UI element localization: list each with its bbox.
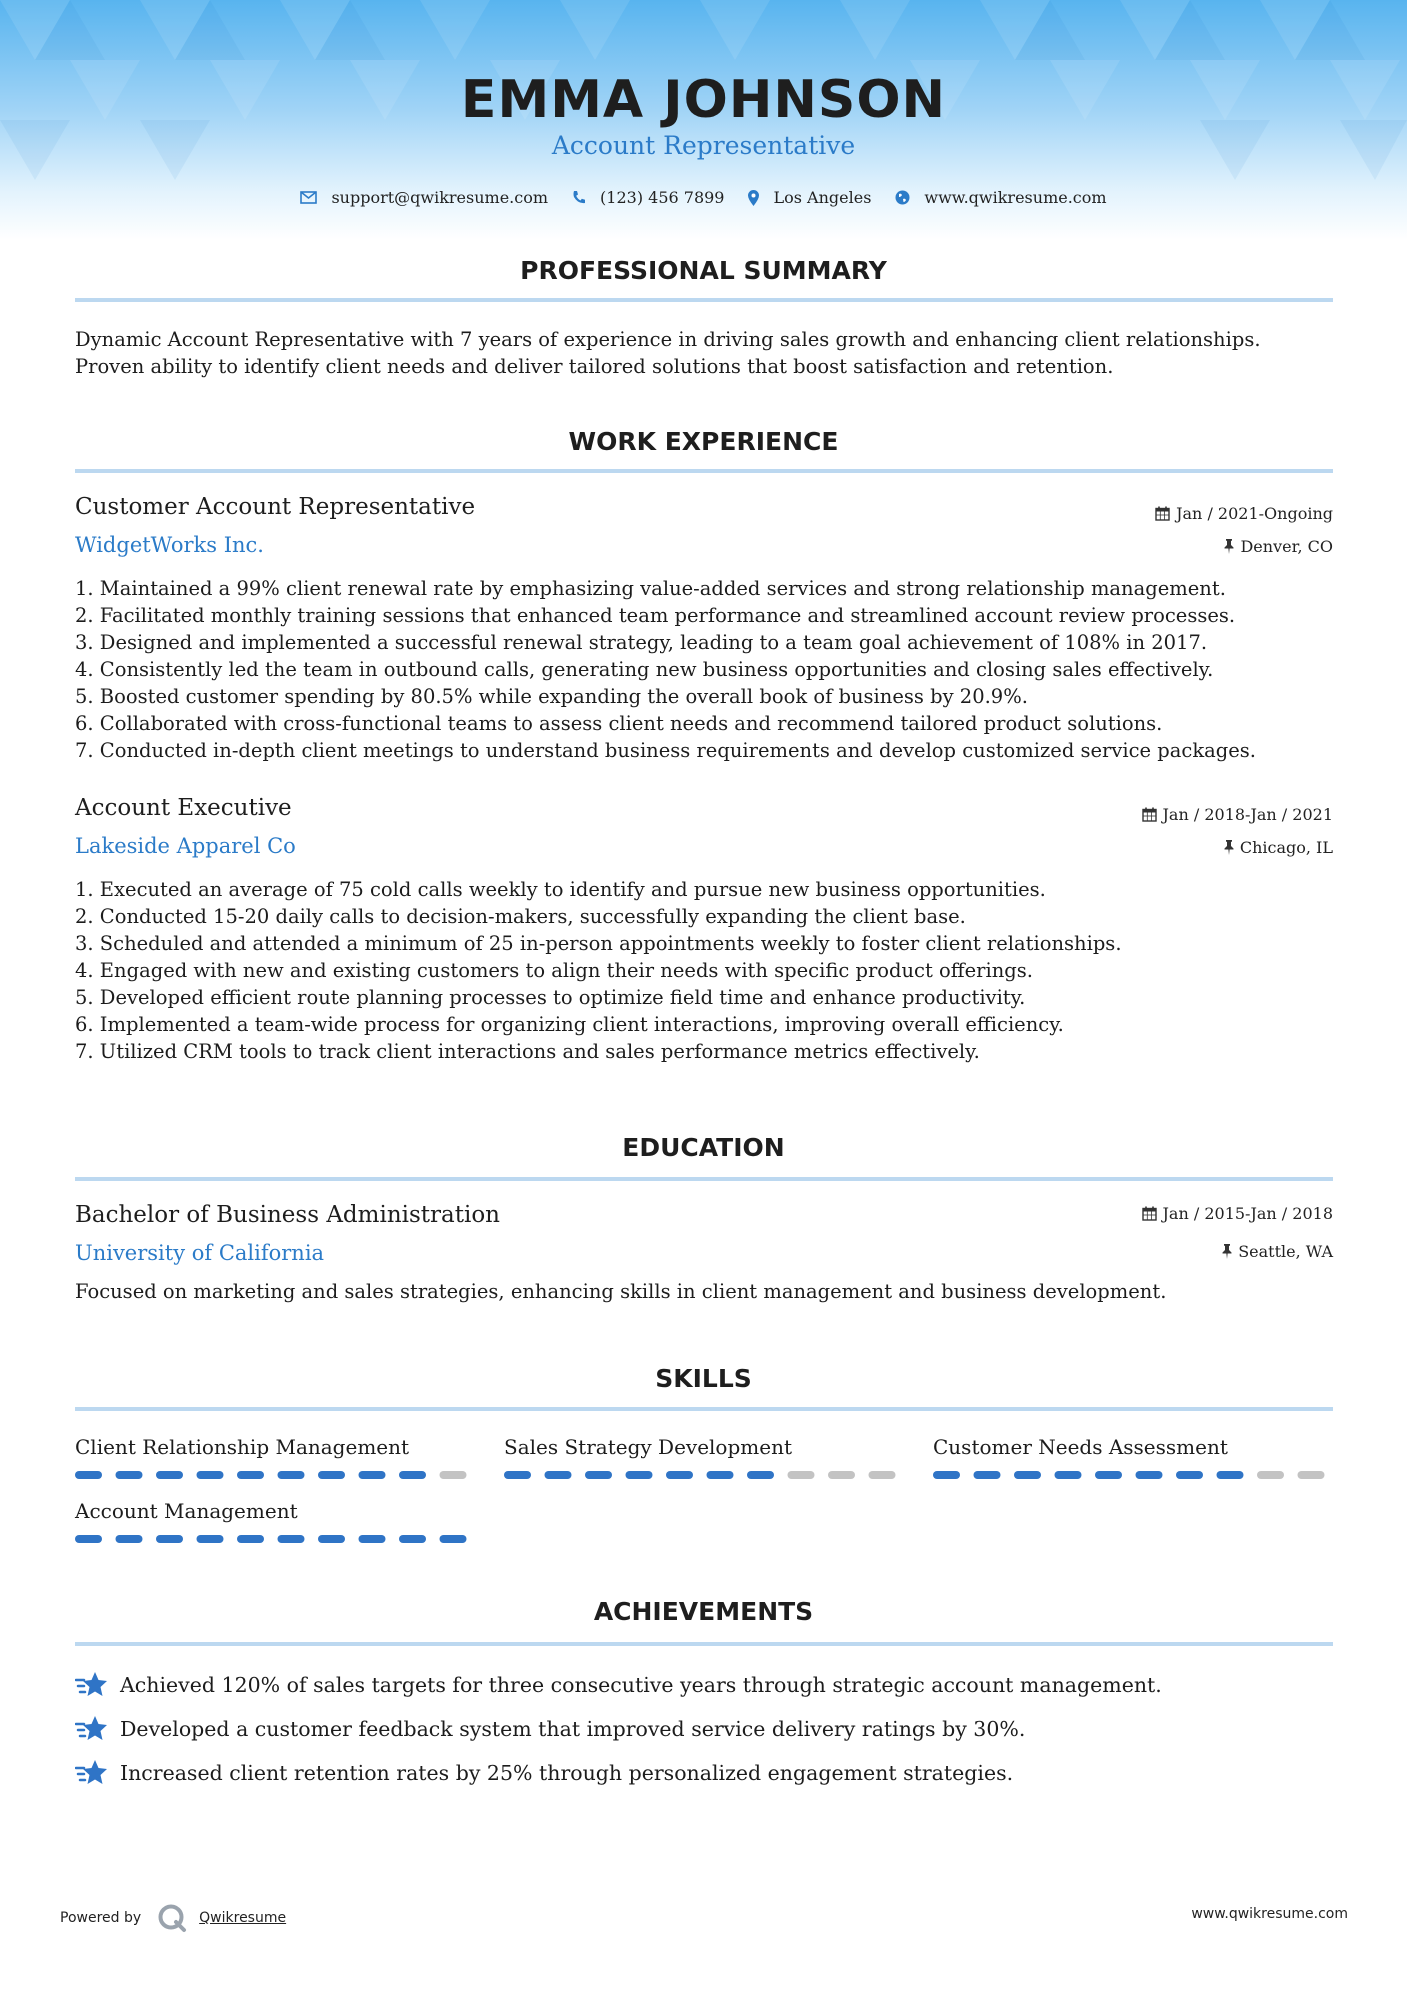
skill-segment-filled: [75, 1535, 102, 1543]
skill-segment-filled: [504, 1471, 531, 1479]
powered-by: [60, 1903, 286, 1933]
skill-segment-filled: [399, 1535, 426, 1543]
company-name: WidgetWorks Inc.: [75, 533, 264, 557]
qwikresume-link[interactable]: Qwikresume: [199, 1910, 287, 1926]
star-icon: [75, 1671, 108, 1699]
summary-line: Dynamic Account Representative with 7 years of experience in driving sales growth and enhancing client relationships.: [75, 328, 1261, 351]
skill-segment-filled: [585, 1471, 612, 1479]
pushpin-icon: [1224, 539, 1234, 554]
phone-text: (123) 456 7899: [600, 188, 725, 207]
star-icon: [75, 1759, 108, 1787]
skill-segment-filled: [1136, 1471, 1163, 1479]
skill-level-meter: [75, 1470, 475, 1480]
job-location: [1224, 838, 1333, 857]
achievements-heading: ACHIEVEMENTS: [593, 1597, 814, 1626]
summary-divider: [75, 298, 1333, 302]
calendar-icon: [1155, 506, 1170, 521]
dates-text: Jan / 2015-Jan / 2018: [1162, 1204, 1333, 1223]
skills-divider: [75, 1407, 1333, 1411]
website-text: www.qwikresume.com: [924, 188, 1107, 207]
skill-segment-filled: [747, 1471, 774, 1479]
skill-segment-filled: [318, 1471, 345, 1479]
list-item: 3. Scheduled and attended a minimum of 25 in-person appointments weekly to foster client relationships.: [75, 932, 1122, 955]
achievement-text: Developed a customer feedback system that improved service delivery ratings by 30%.: [120, 1717, 1026, 1741]
list-item: 7. Utilized CRM tools to track client interactions and sales performance metrics effectively.: [75, 1040, 980, 1063]
list-item: 6. Collaborated with cross-functional teams to assess client needs and recommend tailored product solutions.: [75, 712, 1163, 735]
location-text: Los Angeles: [773, 188, 872, 207]
skill-segment-filled: [75, 1471, 102, 1479]
skill-segment-filled: [974, 1471, 1001, 1479]
education-divider: [75, 1177, 1333, 1181]
powered-by-label: Powered by: [60, 1910, 142, 1926]
location-text: Denver, CO: [1240, 537, 1333, 556]
skill-segment-filled: [116, 1471, 143, 1479]
list-item: 7. Conducted in-depth client meetings to understand business requirements and develop customized service packages.: [75, 739, 1256, 762]
list-item: 1. Executed an average of 75 cold calls weekly to identify and pursue new business opportunities.: [75, 878, 1046, 901]
summary-heading: PROFESSIONAL SUMMARY: [520, 256, 887, 285]
achievements-divider: [75, 1642, 1333, 1646]
skill-segment-filled: [237, 1471, 264, 1479]
skill-segment-filled: [237, 1535, 264, 1543]
summary-line: Proven ability to identify client needs and deliver tailored solutions that boost satisfaction and retention.: [75, 355, 1114, 378]
skill-item: [75, 1499, 475, 1544]
skills-heading: SKILLS: [655, 1364, 752, 1393]
candidate-name: EMMA JOHNSON: [460, 70, 947, 130]
skill-segment-filled: [626, 1471, 653, 1479]
list-item: 4. Consistently led the team in outbound calls, generating new business opportunities and closing sales effectively.: [75, 658, 1214, 681]
job-bullet-list: [75, 876, 1122, 1065]
qwikresume-logo-icon: [157, 1903, 187, 1933]
education-description: Focused on marketing and sales strategies, enhancing skills in client management and business development.: [75, 1280, 1167, 1303]
skill-label: Client Relationship Management: [75, 1435, 410, 1459]
contact-bar: [0, 188, 1407, 207]
skill-segment-filled: [1014, 1471, 1041, 1479]
skill-segment-filled: [1095, 1471, 1122, 1479]
skill-segment-filled: [318, 1535, 345, 1543]
skill-level-meter: [504, 1470, 904, 1480]
skill-segment-filled: [1176, 1471, 1203, 1479]
skill-segment-filled: [1055, 1471, 1082, 1479]
star-icon: [75, 1715, 108, 1743]
skill-segment-filled: [116, 1535, 143, 1543]
skill-segment-empty: [869, 1471, 896, 1479]
skill-segment-filled: [359, 1535, 386, 1543]
location-text: Seattle, WA: [1238, 1242, 1333, 1261]
calendar-icon: [1142, 807, 1157, 822]
list-item: 5. Boosted customer spending by 80.5% while expanding the overall book of business by 20.9%.: [75, 685, 1028, 708]
skill-segment-filled: [278, 1535, 305, 1543]
contact-website[interactable]: [895, 188, 1106, 207]
skill-level-meter: [933, 1470, 1333, 1480]
pushpin-icon: [1222, 1244, 1232, 1259]
skill-segment-filled: [278, 1471, 305, 1479]
achievement-item: [75, 1671, 1162, 1699]
summary-text: [75, 326, 1345, 380]
dates-text: Jan / 2021-Ongoing: [1176, 504, 1333, 523]
skill-segment-filled: [399, 1471, 426, 1479]
skill-segment-filled: [156, 1535, 183, 1543]
achievement-text: Achieved 120% of sales targets for three consecutive years through strategic account management.: [120, 1673, 1162, 1697]
education-dates: [1142, 1204, 1333, 1223]
skill-item: [933, 1435, 1333, 1480]
skill-segment-filled: [197, 1535, 224, 1543]
school-name: University of California: [75, 1241, 325, 1265]
contact-email[interactable]: [300, 188, 548, 207]
envelope-icon: [300, 191, 317, 204]
company-name: Lakeside Apparel Co: [75, 834, 296, 858]
globe-icon: [895, 190, 910, 205]
achievement-item: [75, 1715, 1025, 1743]
experience-divider: [75, 469, 1333, 473]
skill-level-meter: [75, 1534, 475, 1544]
degree-title: Bachelor of Business Administration: [75, 1202, 500, 1228]
skill-segment-empty: [440, 1471, 467, 1479]
list-item: 2. Facilitated monthly training sessions that enhanced team performance and streamlined account review processes.: [75, 604, 1236, 627]
contact-phone[interactable]: [572, 188, 724, 207]
achievement-item: [75, 1759, 1013, 1787]
email-text: support@qwikresume.com: [331, 188, 549, 207]
skill-segment-empty: [828, 1471, 855, 1479]
skill-segment-empty: [1257, 1471, 1284, 1479]
job-dates: [1155, 504, 1333, 523]
education-location: [1222, 1242, 1333, 1261]
skill-segment-filled: [707, 1471, 734, 1479]
footer-url[interactable]: www.qwikresume.com: [1191, 1906, 1348, 1922]
skill-segment-filled: [359, 1471, 386, 1479]
list-item: 1. Maintained a 99% client renewal rate by emphasizing value-added services and strong relationship management.: [75, 577, 1226, 600]
skill-segment-filled: [545, 1471, 572, 1479]
skill-label: Customer Needs Assessment: [933, 1435, 1228, 1459]
list-item: 4. Engaged with new and existing customers to align their needs with specific product offerings.: [75, 959, 1033, 982]
experience-heading: WORK EXPERIENCE: [568, 427, 839, 456]
calendar-icon: [1142, 1206, 1157, 1221]
skill-segment-empty: [788, 1471, 815, 1479]
job-location: [1224, 537, 1333, 556]
skill-item: [504, 1435, 904, 1480]
location-text: Chicago, IL: [1239, 838, 1333, 857]
skill-segment-empty: [1298, 1471, 1325, 1479]
education-heading: EDUCATION: [622, 1133, 785, 1162]
list-item: 5. Developed efficient route planning processes to optimize field time and enhance productivity.: [75, 986, 1026, 1009]
phone-icon: [572, 190, 586, 205]
map-pin-icon: [748, 190, 759, 206]
skill-label: Sales Strategy Development: [504, 1435, 792, 1459]
list-item: 2. Conducted 15-20 daily calls to decision-makers, successfully expanding the client base.: [75, 905, 966, 928]
skill-label: Account Management: [75, 1499, 298, 1523]
skill-segment-filled: [666, 1471, 693, 1479]
skill-item: [75, 1435, 475, 1480]
skill-segment-filled: [197, 1471, 224, 1479]
job-bullet-list: [75, 575, 1256, 764]
job-title: Customer Account Representative: [75, 494, 476, 520]
candidate-title: Account Representative: [551, 131, 856, 160]
skill-segment-filled: [156, 1471, 183, 1479]
skill-segment-filled: [440, 1535, 467, 1543]
contact-location: [748, 188, 871, 207]
achievement-text: Increased client retention rates by 25% through personalized engagement strategies.: [120, 1761, 1014, 1785]
job-dates: [1142, 805, 1333, 824]
job-title: Account Executive: [75, 795, 292, 821]
dates-text: Jan / 2018-Jan / 2021: [1162, 805, 1333, 824]
skill-segment-filled: [933, 1471, 960, 1479]
list-item: 3. Designed and implemented a successful renewal strategy, leading to a team goal achievement of 108% in 2017.: [75, 631, 1208, 654]
skill-segment-filled: [1217, 1471, 1244, 1479]
pushpin-icon: [1224, 840, 1234, 855]
list-item: 6. Implemented a team-wide process for organizing client interactions, improving overall efficiency.: [75, 1013, 1064, 1036]
